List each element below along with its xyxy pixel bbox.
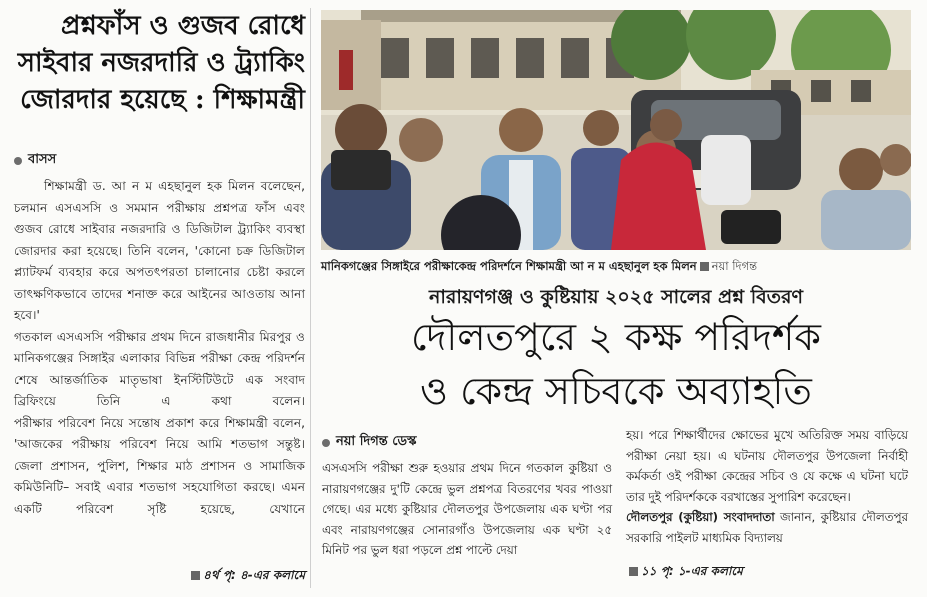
main-jump-text: ১১ পৃ: ১-এর কলামে	[641, 564, 743, 578]
correspondent-text: জানান, কুষ্টিয়ার দৌলতপুর সরকারি পাইলট মাধ্যমিক বিদ্যালয়	[626, 510, 908, 545]
main-column-2-sub	[626, 507, 908, 548]
bullet-dot-icon	[322, 439, 330, 447]
main-continuation	[626, 563, 908, 583]
photo-credit: নয়া দিগন্ত	[711, 259, 758, 273]
left-continuation	[14, 567, 305, 587]
left-headline-line-2: সাইবার নজরদারি ও ট্র্যাকিং	[17, 48, 305, 78]
main-headline-line-2: ও কেন্দ্র সচিবকে অব্যাহতি	[420, 369, 812, 413]
left-headline-line-1: প্রশ্নফাঁস ও গুজব রোধে	[61, 11, 305, 41]
main-column-1	[322, 458, 612, 561]
main-byline-text: নয়া দিগন্ত ডেস্ক	[336, 434, 417, 449]
credit-square-icon	[700, 262, 709, 271]
left-article-body	[14, 176, 305, 520]
photo-caption	[321, 258, 911, 277]
left-byline-text: বাসস	[28, 152, 57, 167]
left-paragraph: গতকাল এসএসসি পরীক্ষার প্রথম দিনে রাজধানীর মিরপুর ও মানিকগঞ্জের সিঙ্গাইর এলাকার বিভিন্ন পরীক্ষা কেন্দ্র পরিদর্শন শেষে আন্তর্জাতিক মাতৃভাষা ইনস্টিটিউটে এক সংবাদ ব্রিফিংয়ে তিনি এ কথা বলেন।	[14, 329, 305, 408]
left-jump-text: ৪র্থ পৃ: ৪-এর কলামে	[203, 568, 305, 582]
main-headline	[321, 310, 911, 418]
main-column-1-text: এসএসসি পরীক্ষা শুরু হওয়ার প্রথম দিনে গতকাল কুষ্টিয়া ও নারায়ণগঞ্জের দু'টি কেন্দ্রে ভুল প্রশ্নপত্র বিতরণের খবর পাওয়া গেছে। এর মধ্যে কুষ্টিয়ার দৌলতপুর উপজেলায় এক ঘণ্টা পর এবং নারায়ণগঞ্জের সোনারগাঁও উপজেলায় এক ঘণ্টা ২৫ মিনিট পর ভুল ধরা পড়লে প্রশ্ন পাল্টে দেয়া	[322, 461, 612, 557]
main-column-2-text: হয়। পরে শিক্ষার্থীদের ক্ষোভের মুখে অতিরিক্ত সময় বাড়িয়ে পরীক্ষা নেয়া হয়। এ ঘটনায় দৌলতপুর উপজেলা নির্বাহী কর্মকর্তা ওই পরীক্ষা কেন্দ্রের সচিব ও যে কক্ষে এ ঘটনা ঘটে তার দুই পরিদর্শককে বরখাস্তের সুপারিশ করেছেন।	[626, 428, 908, 504]
left-byline	[14, 150, 56, 171]
jump-square-icon	[191, 571, 200, 580]
column-divider	[310, 8, 311, 588]
main-headline-line-1: দৌলতপুরে ২ কক্ষ পরিদর্শক	[411, 315, 821, 359]
photo-caption-text: মানিকগঞ্জের সিঙ্গাইরে পরীক্ষাকেন্দ্র পরিদর্শনে শিক্ষামন্ত্রী আ ন ম এহছানুল হক মিলন	[321, 259, 697, 273]
left-paragraph: পরীক্ষার পরিবেশ নিয়ে সন্তোষ প্রকাশ করে শিক্ষামন্ত্রী বলেন, 'আজকের পরীক্ষায় পরিবেশ নিয়ে আমি শতভাগ সন্তুষ্ট। জেলা প্রশাসন, পুলিশ, শিক্ষার মাঠ প্রশাসন ও সামাজিক কমিউনিটি– সবাই এবার শতভাগ সহযোগিতা করছে। এমন একটি পরিবেশ সৃষ্টি হয়েছে, যেখানে	[14, 415, 305, 516]
main-column-2	[626, 425, 908, 548]
bullet-dot-icon	[14, 157, 22, 165]
left-paragraph: শিক্ষামন্ত্রী ড. আ ন ম এহছানুল হক মিলন বলেছেন, চলমান এসএসসি ও সমমান পরীক্ষায় প্রশ্নপত্র ফাঁস এবং গুজব রোধে সাইবার নজরদারি ও ডিজিটাল ট্র্যাকিং ব্যবস্থা জোরদার করা হয়েছে। তিনি বলেন, 'কোনো চক্র ডিজিটাল প্ল্যাটফর্ম ব্যবহার করে অপতৎপরতা চালানোর চেষ্টা করলে তাৎক্ষণিকভাবে তাদের শনাক্ত করে আইনের আওতায় আনা হবে।'	[14, 179, 305, 322]
main-byline	[322, 432, 416, 453]
correspondent-lead: দৌলতপুর (কুষ্টিয়া) সংবাদদাতা	[626, 510, 775, 524]
photo-illustration	[321, 10, 911, 250]
left-headline-line-3: জোরদার হয়েছে : শিক্ষামন্ত্রী	[20, 85, 305, 115]
jump-square-icon	[629, 567, 638, 576]
main-kicker: নারায়ণগঞ্জ ও কুষ্টিয়ায় ২০২৫ সালের প্রশ্ন বিতরণ	[429, 286, 803, 308]
left-headline	[10, 8, 305, 119]
news-photo	[321, 10, 911, 250]
